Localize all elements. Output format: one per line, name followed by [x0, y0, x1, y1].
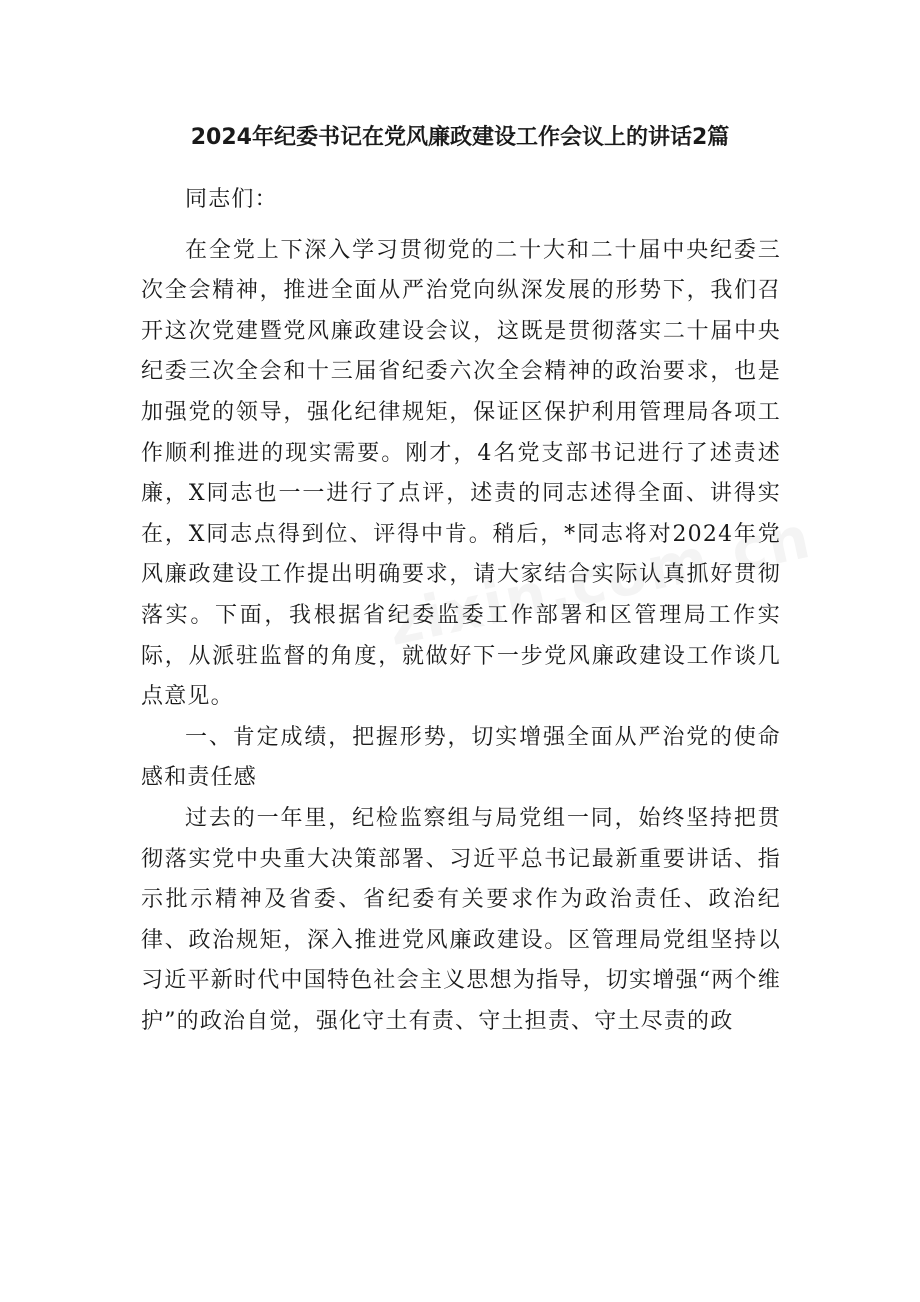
document-title: 2024年纪委书记在党风廉政建设工作会议上的讲话2篇 — [190, 125, 730, 150]
salutation-paragraph: 同志们： — [185, 187, 278, 212]
section-heading-1: 一、肯定成绩，把握形势，切实增强全面从严治党的使命感和责任感 — [141, 724, 781, 791]
document-body — [141, 180, 781, 1042]
intro-paragraph: 在全党上下深入学习贯彻党的二十大和二十届中央纪委三次全会精神，推进全面从严治党向纵深发展的形势下，我们召开这次党建暨党风廉政建设会议，这既是贯彻落实二十届中央纪委三次全会和十三届省纪委六次全会精神的政治要求，也是加强党的领导，强化纪律规矩，保证区保护利用管理局各项工作顺利推进的现实需要。刚才，4名党支部书记进行了述责述廉，X同志也一一进行了点评，述责的同志述得全面、讲得实在，X同志点得到位、评得中肯。稍后，*同志将对2024年党风廉政建设工作提出明确要求，请大家结合实际认真抓好贯彻落实。下面，我根据省纪委监委工作部署和区管理局工作实际，从派驻监督的角度，就做好下一步党风廉政建设工作谈几点意见。 — [141, 237, 781, 710]
section-1-paragraph: 过去的一年里，纪检监察组与局党组一同，始终坚持把贯彻落实党中央重大决策部署、习近平总书记最新重要讲话、指示批示精神及省委、省纪委有关要求作为政治责任、政治纪律、政治规矩，深入推进党风廉政建设。区管理局党组坚持以习近平新时代中国特色社会主义思想为指导，切实增强“两个维护”的政治自觉，强化守土有责、守土担责、守土尽责的政 — [141, 805, 781, 1034]
